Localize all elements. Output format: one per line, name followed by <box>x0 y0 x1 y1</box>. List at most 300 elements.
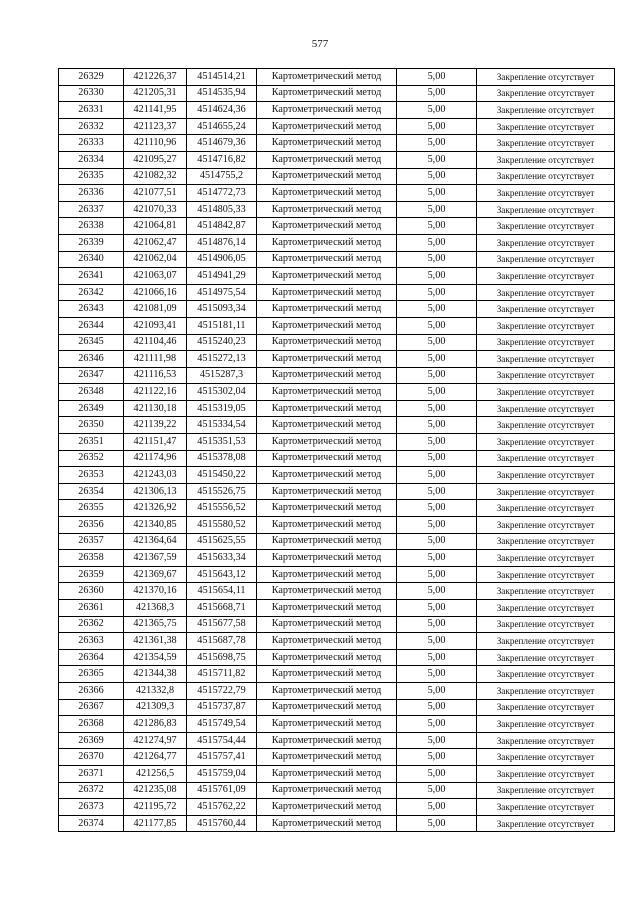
fixing-note-cell: Закрепление отсутствует <box>477 566 615 583</box>
point-number-cell: 26354 <box>59 483 124 500</box>
point-number-cell: 26332 <box>59 118 124 135</box>
method-cell: Картометрический метод <box>257 417 397 434</box>
point-number-cell: 26349 <box>59 400 124 417</box>
point-number-cell: 26356 <box>59 517 124 534</box>
accuracy-cell: 5,00 <box>397 301 477 318</box>
x-coordinate-cell: 421151,47 <box>124 434 187 451</box>
point-number-cell: 26348 <box>59 384 124 401</box>
method-cell: Картометрический метод <box>257 533 397 550</box>
y-coordinate-cell: 4515351,53 <box>187 434 257 451</box>
table-row <box>59 268 615 285</box>
table-row <box>59 201 615 218</box>
x-coordinate-cell: 421070,33 <box>124 201 187 218</box>
accuracy-cell: 5,00 <box>397 666 477 683</box>
x-coordinate-cell: 421141,95 <box>124 102 187 119</box>
method-cell: Картометрический метод <box>257 682 397 699</box>
fixing-note-cell: Закрепление отсутствует <box>477 533 615 550</box>
accuracy-cell: 5,00 <box>397 765 477 782</box>
table-row <box>59 317 615 334</box>
accuracy-cell: 5,00 <box>397 716 477 733</box>
accuracy-cell: 5,00 <box>397 268 477 285</box>
fixing-note-cell: Закрепление отсутствует <box>477 500 615 517</box>
x-coordinate-cell: 421226,37 <box>124 69 187 86</box>
x-coordinate-cell: 421340,85 <box>124 517 187 534</box>
point-number-cell: 26335 <box>59 168 124 185</box>
fixing-note-cell: Закрепление отсутствует <box>477 151 615 168</box>
y-coordinate-cell: 4515287,3 <box>187 367 257 384</box>
point-number-cell: 26329 <box>59 69 124 86</box>
x-coordinate-cell: 421130,18 <box>124 400 187 417</box>
y-coordinate-cell: 4515643,12 <box>187 566 257 583</box>
x-coordinate-cell: 421104,46 <box>124 334 187 351</box>
point-number-cell: 26353 <box>59 467 124 484</box>
method-cell: Картометрический метод <box>257 151 397 168</box>
accuracy-cell: 5,00 <box>397 185 477 202</box>
point-number-cell: 26331 <box>59 102 124 119</box>
fixing-note-cell: Закрепление отсутствует <box>477 301 615 318</box>
x-coordinate-cell: 421123,37 <box>124 118 187 135</box>
table-row <box>59 118 615 135</box>
table-row <box>59 749 615 766</box>
x-coordinate-cell: 421309,3 <box>124 699 187 716</box>
y-coordinate-cell: 4515698,75 <box>187 649 257 666</box>
fixing-note-cell: Закрепление отсутствует <box>477 118 615 135</box>
fixing-note-cell: Закрепление отсутствует <box>477 69 615 86</box>
accuracy-cell: 5,00 <box>397 550 477 567</box>
x-coordinate-cell: 421093,41 <box>124 317 187 334</box>
accuracy-cell: 5,00 <box>397 682 477 699</box>
point-number-cell: 26358 <box>59 550 124 567</box>
x-coordinate-cell: 421063,07 <box>124 268 187 285</box>
fixing-note-cell: Закрепление отсутствует <box>477 400 615 417</box>
y-coordinate-cell: 4515240,23 <box>187 334 257 351</box>
method-cell: Картометрический метод <box>257 600 397 617</box>
y-coordinate-cell: 4515761,09 <box>187 782 257 799</box>
point-number-cell: 26366 <box>59 682 124 699</box>
accuracy-cell: 5,00 <box>397 168 477 185</box>
point-number-cell: 26330 <box>59 85 124 102</box>
method-cell: Картометрический метод <box>257 69 397 86</box>
point-number-cell: 26346 <box>59 351 124 368</box>
point-number-cell: 26368 <box>59 716 124 733</box>
page-number: 577 <box>311 38 329 50</box>
method-cell: Картометрический метод <box>257 583 397 600</box>
point-number-cell: 26333 <box>59 135 124 152</box>
x-coordinate-cell: 421174,96 <box>124 450 187 467</box>
y-coordinate-cell: 4514655,24 <box>187 118 257 135</box>
accuracy-cell: 5,00 <box>397 284 477 301</box>
method-cell: Картометрический метод <box>257 284 397 301</box>
y-coordinate-cell: 4514716,82 <box>187 151 257 168</box>
method-cell: Картометрический метод <box>257 483 397 500</box>
method-cell: Картометрический метод <box>257 301 397 318</box>
method-cell: Картометрический метод <box>257 102 397 119</box>
x-coordinate-cell: 421064,81 <box>124 218 187 235</box>
method-cell: Картометрический метод <box>257 185 397 202</box>
method-cell: Картометрический метод <box>257 400 397 417</box>
table-row <box>59 716 615 733</box>
point-number-cell: 26365 <box>59 666 124 683</box>
method-cell: Картометрический метод <box>257 118 397 135</box>
fixing-note-cell: Закрепление отсутствует <box>477 782 615 799</box>
fixing-note-cell: Закрепление отсутствует <box>477 218 615 235</box>
accuracy-cell: 5,00 <box>397 616 477 633</box>
table-row <box>59 583 615 600</box>
accuracy-cell: 5,00 <box>397 483 477 500</box>
method-cell: Картометрический метод <box>257 450 397 467</box>
fixing-note-cell: Закрепление отсутствует <box>477 185 615 202</box>
table-row <box>59 467 615 484</box>
fixing-note-cell: Закрепление отсутствует <box>477 317 615 334</box>
x-coordinate-cell: 421205,31 <box>124 85 187 102</box>
method-cell: Картометрический метод <box>257 815 397 832</box>
method-cell: Картометрический метод <box>257 168 397 185</box>
x-coordinate-cell: 421332,8 <box>124 682 187 699</box>
accuracy-cell: 5,00 <box>397 732 477 749</box>
accuracy-cell: 5,00 <box>397 517 477 534</box>
point-number-cell: 26364 <box>59 649 124 666</box>
accuracy-cell: 5,00 <box>397 201 477 218</box>
fixing-note-cell: Закрепление отсутствует <box>477 600 615 617</box>
table-row <box>59 69 615 86</box>
method-cell: Картометрический метод <box>257 566 397 583</box>
x-coordinate-cell: 421364,64 <box>124 533 187 550</box>
x-coordinate-cell: 421177,85 <box>124 815 187 832</box>
method-cell: Картометрический метод <box>257 799 397 816</box>
point-number-cell: 26355 <box>59 500 124 517</box>
table-row <box>59 85 615 102</box>
x-coordinate-cell: 421062,47 <box>124 234 187 251</box>
table-row <box>59 765 615 782</box>
method-cell: Картометрический метод <box>257 616 397 633</box>
table-row <box>59 600 615 617</box>
method-cell: Картометрический метод <box>257 201 397 218</box>
point-number-cell: 26338 <box>59 218 124 235</box>
fixing-note-cell: Закрепление отсутствует <box>477 351 615 368</box>
table-body <box>59 69 615 832</box>
x-coordinate-cell: 421344,38 <box>124 666 187 683</box>
method-cell: Картометрический метод <box>257 234 397 251</box>
y-coordinate-cell: 4515272,13 <box>187 351 257 368</box>
method-cell: Картометрический метод <box>257 384 397 401</box>
table-row <box>59 251 615 268</box>
accuracy-cell: 5,00 <box>397 749 477 766</box>
table-row <box>59 218 615 235</box>
accuracy-cell: 5,00 <box>397 417 477 434</box>
x-coordinate-cell: 421365,75 <box>124 616 187 633</box>
x-coordinate-cell: 421235,08 <box>124 782 187 799</box>
x-coordinate-cell: 421354,59 <box>124 649 187 666</box>
method-cell: Картометрический метод <box>257 268 397 285</box>
point-number-cell: 26334 <box>59 151 124 168</box>
method-cell: Картометрический метод <box>257 716 397 733</box>
point-number-cell: 26371 <box>59 765 124 782</box>
y-coordinate-cell: 4515760,44 <box>187 815 257 832</box>
fixing-note-cell: Закрепление отсутствует <box>477 666 615 683</box>
fixing-note-cell: Закрепление отсутствует <box>477 815 615 832</box>
fixing-note-cell: Закрепление отсутствует <box>477 517 615 534</box>
x-coordinate-cell: 421082,32 <box>124 168 187 185</box>
fixing-note-cell: Закрепление отсутствует <box>477 251 615 268</box>
x-coordinate-cell: 421095,27 <box>124 151 187 168</box>
x-coordinate-cell: 421326,92 <box>124 500 187 517</box>
accuracy-cell: 5,00 <box>397 85 477 102</box>
fixing-note-cell: Закрепление отсутствует <box>477 102 615 119</box>
method-cell: Картометрический метод <box>257 500 397 517</box>
table-row <box>59 168 615 185</box>
x-coordinate-cell: 421077,51 <box>124 185 187 202</box>
x-coordinate-cell: 421306,13 <box>124 483 187 500</box>
fixing-note-cell: Закрепление отсутствует <box>477 699 615 716</box>
point-number-cell: 26361 <box>59 600 124 617</box>
x-coordinate-cell: 421264,77 <box>124 749 187 766</box>
table-row <box>59 284 615 301</box>
y-coordinate-cell: 4515757,41 <box>187 749 257 766</box>
x-coordinate-cell: 421081,09 <box>124 301 187 318</box>
accuracy-cell: 5,00 <box>397 467 477 484</box>
table-row <box>59 234 615 251</box>
table-row <box>59 384 615 401</box>
y-coordinate-cell: 4514679,36 <box>187 135 257 152</box>
x-coordinate-cell: 421195,72 <box>124 799 187 816</box>
x-coordinate-cell: 421256,5 <box>124 765 187 782</box>
fixing-note-cell: Закрепление отсутствует <box>477 649 615 666</box>
method-cell: Картометрический метод <box>257 251 397 268</box>
accuracy-cell: 5,00 <box>397 317 477 334</box>
table-row <box>59 483 615 500</box>
fixing-note-cell: Закрепление отсутствует <box>477 799 615 816</box>
method-cell: Картометрический метод <box>257 135 397 152</box>
point-number-cell: 26369 <box>59 732 124 749</box>
y-coordinate-cell: 4515749,54 <box>187 716 257 733</box>
y-coordinate-cell: 4515759,04 <box>187 765 257 782</box>
method-cell: Картометрический метод <box>257 633 397 650</box>
y-coordinate-cell: 4515654,11 <box>187 583 257 600</box>
table-row <box>59 550 615 567</box>
table-row <box>59 135 615 152</box>
accuracy-cell: 5,00 <box>397 384 477 401</box>
y-coordinate-cell: 4514772,73 <box>187 185 257 202</box>
x-coordinate-cell: 421111,98 <box>124 351 187 368</box>
y-coordinate-cell: 4514941,29 <box>187 268 257 285</box>
point-number-cell: 26343 <box>59 301 124 318</box>
method-cell: Картометрический метод <box>257 517 397 534</box>
point-number-cell: 26363 <box>59 633 124 650</box>
accuracy-cell: 5,00 <box>397 799 477 816</box>
y-coordinate-cell: 4515737,87 <box>187 699 257 716</box>
point-number-cell: 26362 <box>59 616 124 633</box>
point-number-cell: 26344 <box>59 317 124 334</box>
fixing-note-cell: Закрепление отсутствует <box>477 716 615 733</box>
method-cell: Картометрический метод <box>257 367 397 384</box>
accuracy-cell: 5,00 <box>397 649 477 666</box>
accuracy-cell: 5,00 <box>397 135 477 152</box>
table-row <box>59 434 615 451</box>
point-number-cell: 26360 <box>59 583 124 600</box>
x-coordinate-cell: 421369,67 <box>124 566 187 583</box>
table-row <box>59 450 615 467</box>
table-row <box>59 301 615 318</box>
y-coordinate-cell: 4514805,33 <box>187 201 257 218</box>
y-coordinate-cell: 4515181,11 <box>187 317 257 334</box>
point-number-cell: 26357 <box>59 533 124 550</box>
y-coordinate-cell: 4514624,36 <box>187 102 257 119</box>
accuracy-cell: 5,00 <box>397 633 477 650</box>
point-number-cell: 26345 <box>59 334 124 351</box>
accuracy-cell: 5,00 <box>397 251 477 268</box>
x-coordinate-cell: 421122,16 <box>124 384 187 401</box>
fixing-note-cell: Закрепление отсутствует <box>477 85 615 102</box>
y-coordinate-cell: 4514514,21 <box>187 69 257 86</box>
y-coordinate-cell: 4515450,22 <box>187 467 257 484</box>
point-number-cell: 26359 <box>59 566 124 583</box>
fixing-note-cell: Закрепление отсутствует <box>477 732 615 749</box>
table-row <box>59 151 615 168</box>
table-row <box>59 815 615 832</box>
y-coordinate-cell: 4514535,94 <box>187 85 257 102</box>
accuracy-cell: 5,00 <box>397 782 477 799</box>
table-row <box>59 666 615 683</box>
accuracy-cell: 5,00 <box>397 566 477 583</box>
table-row <box>59 334 615 351</box>
accuracy-cell: 5,00 <box>397 583 477 600</box>
accuracy-cell: 5,00 <box>397 699 477 716</box>
y-coordinate-cell: 4515722,79 <box>187 682 257 699</box>
table-row <box>59 351 615 368</box>
method-cell: Картометрический метод <box>257 218 397 235</box>
table-row <box>59 682 615 699</box>
y-coordinate-cell: 4514842,87 <box>187 218 257 235</box>
table-row <box>59 533 615 550</box>
table-row <box>59 102 615 119</box>
point-number-cell: 26350 <box>59 417 124 434</box>
method-cell: Картометрический метод <box>257 765 397 782</box>
accuracy-cell: 5,00 <box>397 234 477 251</box>
table-row <box>59 185 615 202</box>
method-cell: Картометрический метод <box>257 467 397 484</box>
table-row <box>59 732 615 749</box>
fixing-note-cell: Закрепление отсутствует <box>477 483 615 500</box>
table-row <box>59 782 615 799</box>
point-number-cell: 26342 <box>59 284 124 301</box>
point-number-cell: 26373 <box>59 799 124 816</box>
y-coordinate-cell: 4514876,14 <box>187 234 257 251</box>
table-row <box>59 699 615 716</box>
x-coordinate-cell: 421361,38 <box>124 633 187 650</box>
fixing-note-cell: Закрепление отсутствует <box>477 234 615 251</box>
x-coordinate-cell: 421368,3 <box>124 600 187 617</box>
accuracy-cell: 5,00 <box>397 218 477 235</box>
x-coordinate-cell: 421116,53 <box>124 367 187 384</box>
table-row <box>59 616 615 633</box>
fixing-note-cell: Закрепление отсутствует <box>477 616 615 633</box>
y-coordinate-cell: 4515302,04 <box>187 384 257 401</box>
fixing-note-cell: Закрепление отсутствует <box>477 633 615 650</box>
method-cell: Картометрический метод <box>257 334 397 351</box>
method-cell: Картометрический метод <box>257 649 397 666</box>
method-cell: Картометрический метод <box>257 434 397 451</box>
x-coordinate-cell: 421286,83 <box>124 716 187 733</box>
y-coordinate-cell: 4515625,55 <box>187 533 257 550</box>
y-coordinate-cell: 4515633,34 <box>187 550 257 567</box>
method-cell: Картометрический метод <box>257 550 397 567</box>
point-number-cell: 26339 <box>59 234 124 251</box>
accuracy-cell: 5,00 <box>397 102 477 119</box>
table-row <box>59 566 615 583</box>
accuracy-cell: 5,00 <box>397 815 477 832</box>
y-coordinate-cell: 4515526,75 <box>187 483 257 500</box>
y-coordinate-cell: 4514906,05 <box>187 251 257 268</box>
point-number-cell: 26341 <box>59 268 124 285</box>
fixing-note-cell: Закрепление отсутствует <box>477 284 615 301</box>
fixing-note-cell: Закрепление отсутствует <box>477 434 615 451</box>
accuracy-cell: 5,00 <box>397 500 477 517</box>
point-number-cell: 26370 <box>59 749 124 766</box>
y-coordinate-cell: 4514755,2 <box>187 168 257 185</box>
fixing-note-cell: Закрепление отсутствует <box>477 749 615 766</box>
method-cell: Картометрический метод <box>257 732 397 749</box>
x-coordinate-cell: 421139,22 <box>124 417 187 434</box>
y-coordinate-cell: 4515556,52 <box>187 500 257 517</box>
method-cell: Картометрический метод <box>257 85 397 102</box>
method-cell: Картометрический метод <box>257 351 397 368</box>
fixing-note-cell: Закрепление отсутствует <box>477 467 615 484</box>
point-number-cell: 26351 <box>59 434 124 451</box>
accuracy-cell: 5,00 <box>397 367 477 384</box>
y-coordinate-cell: 4515668,71 <box>187 600 257 617</box>
fixing-note-cell: Закрепление отсутствует <box>477 417 615 434</box>
x-coordinate-cell: 421370,16 <box>124 583 187 600</box>
table-row <box>59 517 615 534</box>
fixing-note-cell: Закрепление отсутствует <box>477 334 615 351</box>
y-coordinate-cell: 4515378,08 <box>187 450 257 467</box>
point-number-cell: 26336 <box>59 185 124 202</box>
table-row <box>59 799 615 816</box>
y-coordinate-cell: 4515319,05 <box>187 400 257 417</box>
fixing-note-cell: Закрепление отсутствует <box>477 765 615 782</box>
x-coordinate-cell: 421274,97 <box>124 732 187 749</box>
accuracy-cell: 5,00 <box>397 600 477 617</box>
fixing-note-cell: Закрепление отсутствует <box>477 550 615 567</box>
point-number-cell: 26337 <box>59 201 124 218</box>
fixing-note-cell: Закрепление отсутствует <box>477 201 615 218</box>
accuracy-cell: 5,00 <box>397 533 477 550</box>
method-cell: Картометрический метод <box>257 699 397 716</box>
fixing-note-cell: Закрепление отсутствует <box>477 168 615 185</box>
x-coordinate-cell: 421367,59 <box>124 550 187 567</box>
y-coordinate-cell: 4515093,34 <box>187 301 257 318</box>
y-coordinate-cell: 4515754,44 <box>187 732 257 749</box>
point-number-cell: 26347 <box>59 367 124 384</box>
y-coordinate-cell: 4515687,78 <box>187 633 257 650</box>
x-coordinate-cell: 421243,03 <box>124 467 187 484</box>
y-coordinate-cell: 4515711,82 <box>187 666 257 683</box>
table-row <box>59 417 615 434</box>
fixing-note-cell: Закрепление отсутствует <box>477 450 615 467</box>
fixing-note-cell: Закрепление отсутствует <box>477 367 615 384</box>
method-cell: Картометрический метод <box>257 782 397 799</box>
table-row <box>59 367 615 384</box>
table-row <box>59 633 615 650</box>
method-cell: Картометрический метод <box>257 317 397 334</box>
fixing-note-cell: Закрепление отсутствует <box>477 135 615 152</box>
y-coordinate-cell: 4515580,52 <box>187 517 257 534</box>
method-cell: Картометрический метод <box>257 749 397 766</box>
table-row <box>59 400 615 417</box>
accuracy-cell: 5,00 <box>397 400 477 417</box>
coordinates-table <box>58 68 615 832</box>
y-coordinate-cell: 4515334,54 <box>187 417 257 434</box>
